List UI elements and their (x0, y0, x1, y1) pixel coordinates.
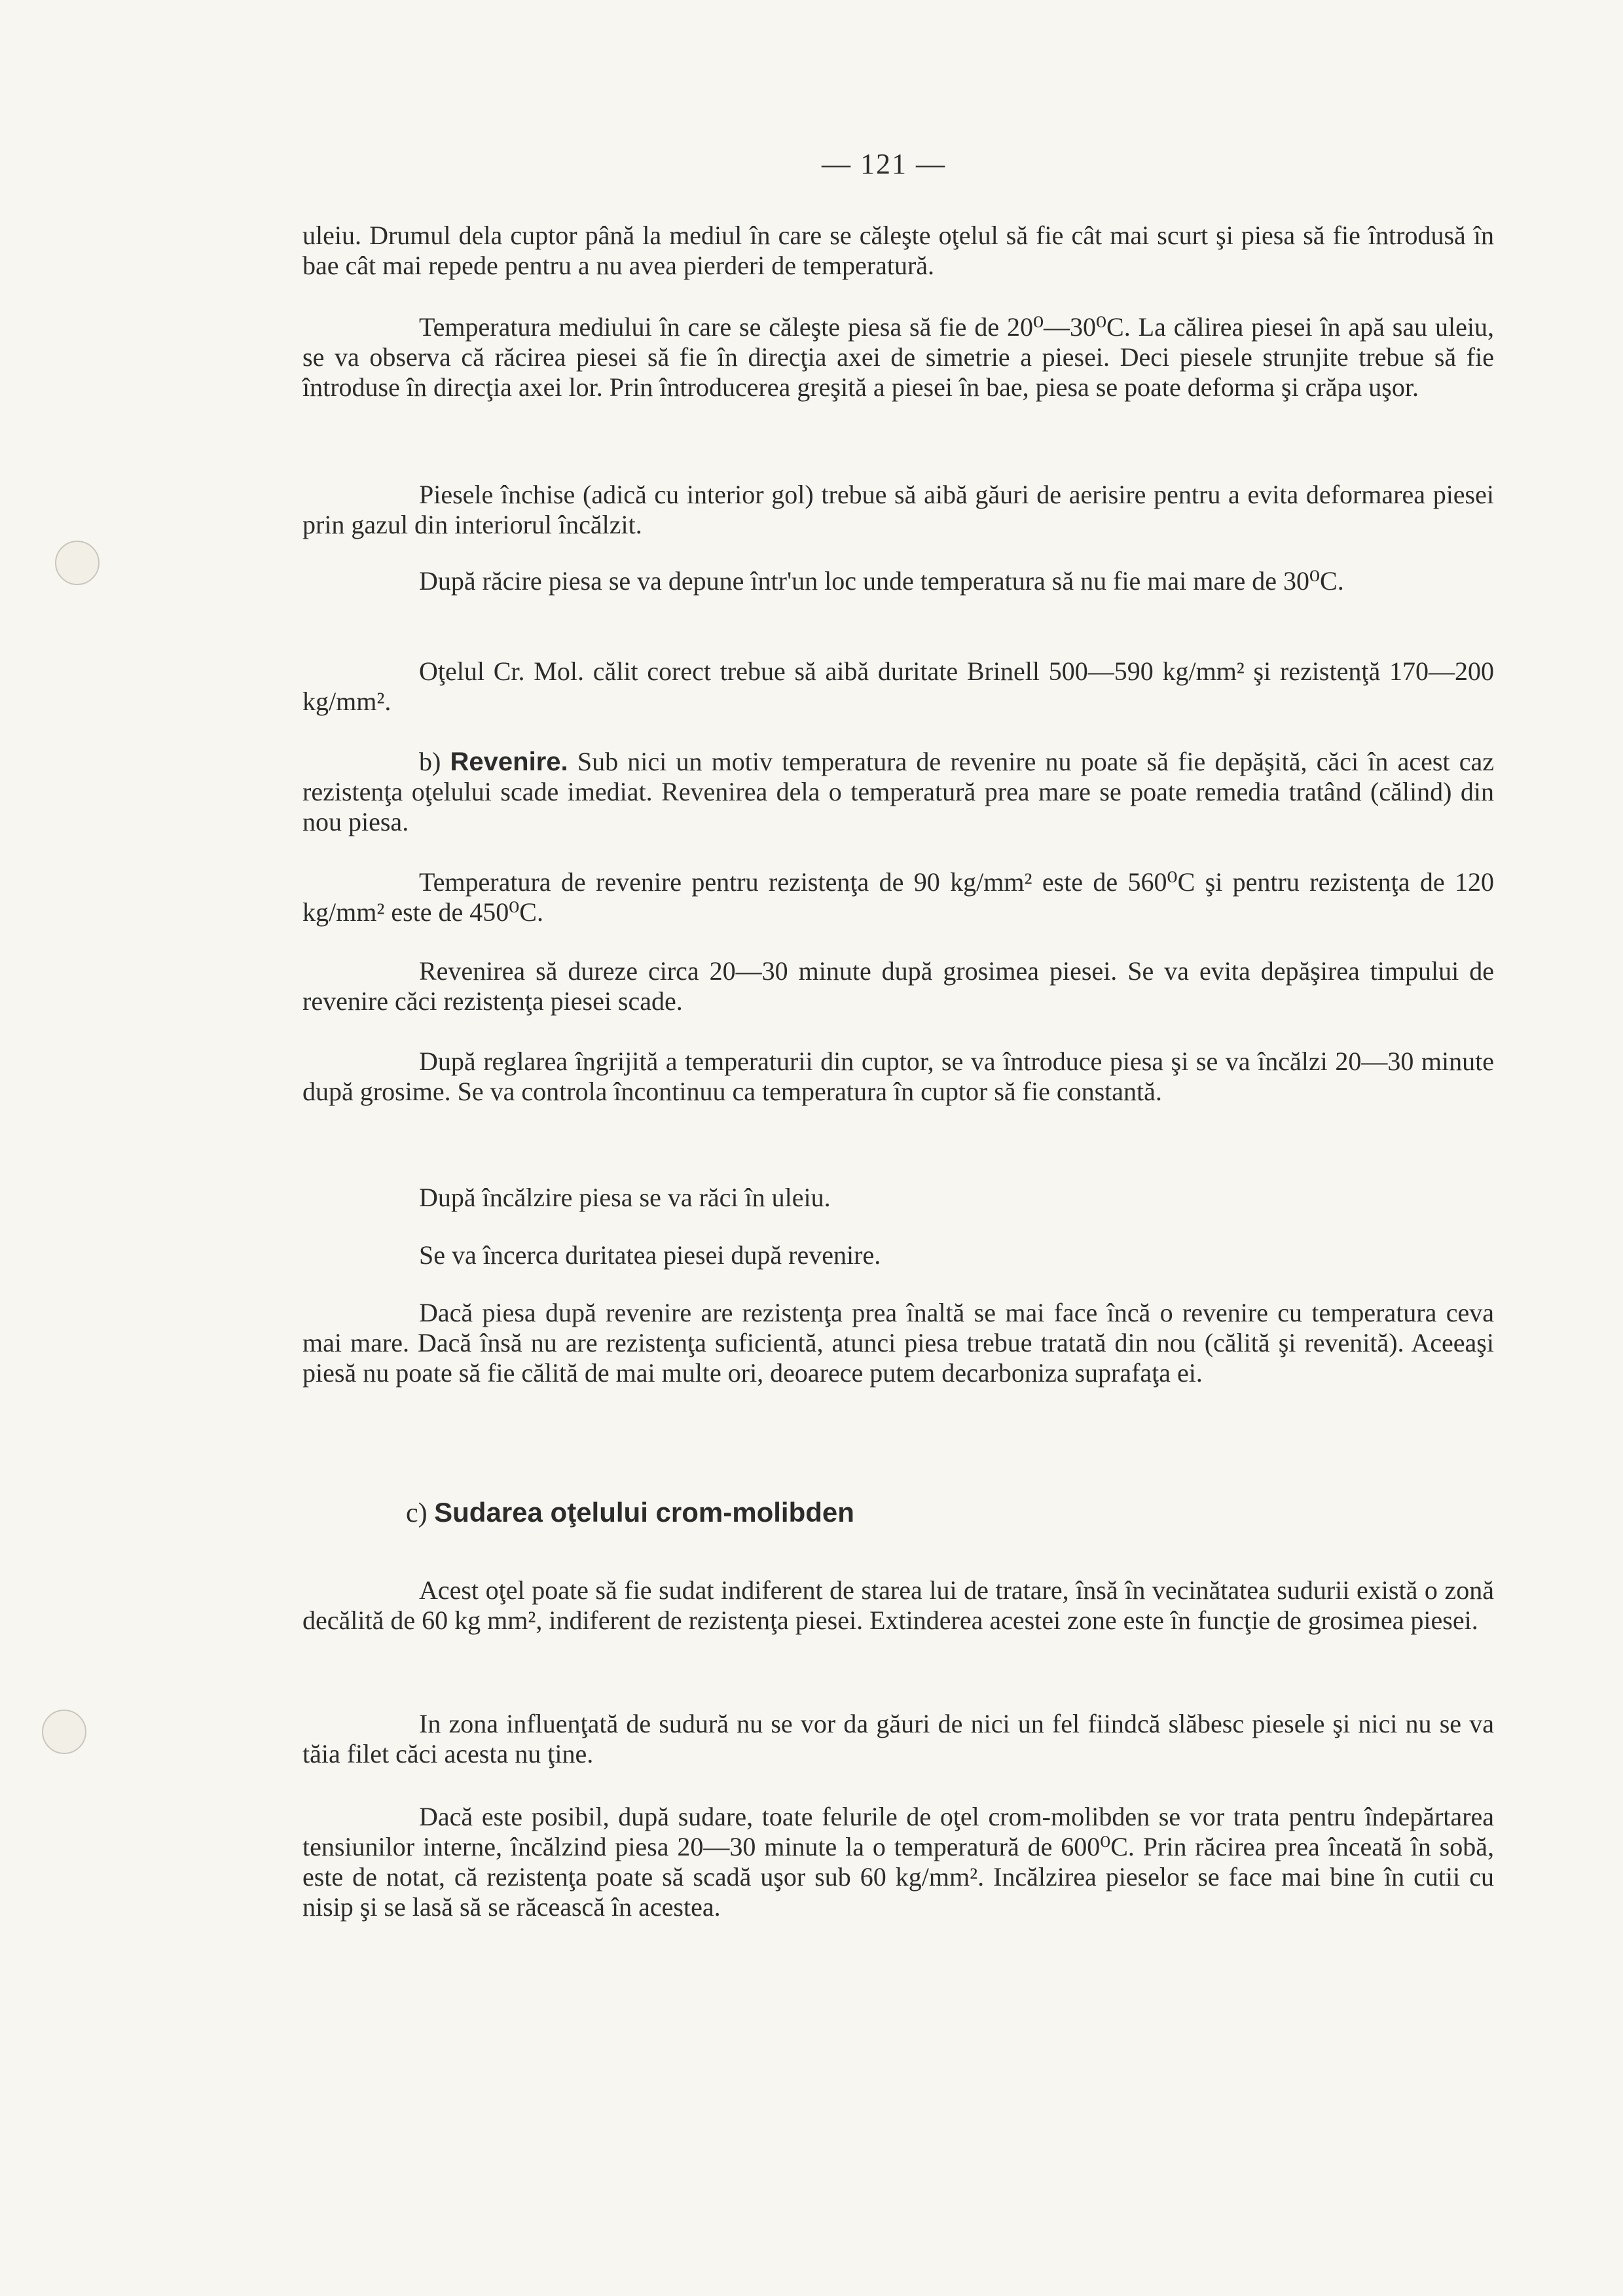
paragraph-revenire-text (302, 747, 1494, 837)
paragraph-9-text: După reglarea îngrijită a temperaturii din cuptor, se va întroduce piesa şi se va încălzi 20—30 minute după grosime. Se va controla încontinuu ca temperatura în cuptor să fie constantă. (302, 1047, 1494, 1106)
paragraph-1 (302, 221, 1494, 281)
paragraph-8 (302, 956, 1494, 1016)
paragraph-revenire (302, 747, 1494, 837)
paragraph-10 (302, 1183, 1494, 1213)
paragraph-11 (302, 1240, 1494, 1270)
paragraph-12-text: Dacă piesa după revenire are rezistenţa prea înaltă se mai face încă o revenire cu temperatura ceva mai mare. Dacă însă nu are rezistenţa suficientă, atunci piesa trebue tratată din nou (călită şi revenită). Aceeaşi piesă nu poate să fie călită de mai multe ori, deoarece putem decarboniza suprafaţa ei. (302, 1298, 1494, 1388)
paragraph-13-text: Acest oţel poate să fie sudat indiferent de starea lui de tratare, însă în vecinătatea sudurii există o zonă decălită de 60 kg mm², indiferent de rezistenţa piesei. Extinderea acestei zone este în funcţie de grosimea piesei. (302, 1575, 1494, 1635)
section-title-revenire: Revenire. (450, 747, 568, 776)
paragraph-4-text: După răcire piesa se va depune într'un loc unde temperatura să nu fie mai mare de 30⁰C. (419, 566, 1344, 596)
paragraph-revenire-body: Sub nici un motiv temperatura de revenire nu poate să fie depăşită, căci în acest caz rezistenţa oţelului scade imediat. Revenirea dela o temperatură prea mare se poate remedia tratând (călind) din nou piesa. (302, 747, 1495, 836)
paragraph-14-text: In zona influenţată de sudură nu se vor da găuri de nici un fel fiindcă slăbesc piesele şi nici nu se va tăia filet căci acesta nu ţine. (302, 1709, 1494, 1768)
paragraph-15-text: Dacă este posibil, după sudare, toate felurile de oţel crom-molibden se vor trata pentru îndepărtarea tensiunilor interne, încălzind piesa 20—30 minute la o temperatură de 600⁰C. Prin răcirea prea înceată în sobă, este de notat, că rezistenţa poate să scadă uşor sub 60 kg/mm². Incălzirea pieselor se face mai bine în cutii cu nisip şi se lasă să se răcească în acestea. (302, 1802, 1494, 1922)
paragraph-2-text: Temperatura mediului în care se căleşte piesa să fie de 20⁰—30⁰C. La călirea piesei în apă sau uleiu, se va observa că răcirea piesei să fie în direcţia axei de simetrie a piesei. Deci piesele strunjite trebue să fie întroduse în direcţia axei lor. Prin întroducerea greşită a piesei în bae, piesa se poate deforma şi crăpa uşor. (302, 312, 1494, 402)
paragraph-3-text: Piesele închise (adică cu interior gol) trebue să aibă găuri de aerisire pentru a evita deformarea piesei prin gazul din interiorul încălzit. (302, 480, 1494, 539)
paragraph-2 (302, 312, 1494, 403)
page-number: — 121 — (822, 148, 946, 180)
paragraph-10-text: După încălzire piesa se va răci în uleiu. (419, 1183, 831, 1212)
section-heading-c (406, 1497, 854, 1529)
paragraph-8-text: Revenirea să dureze circa 20—30 minute după grosimea piesei. Se va evita depăşirea timpului de revenire căci rezistenţa piesei scade. (302, 956, 1494, 1016)
paragraph-7 (302, 867, 1494, 927)
paragraph-3 (302, 480, 1494, 540)
punch-hole-bottom (42, 1710, 86, 1754)
paragraph-7-text: Temperatura de revenire pentru rezistenţa de 90 kg/mm² este de 560⁰C şi pentru rezistenţa de 120 kg/mm² este de 450⁰C. (302, 867, 1494, 927)
paragraph-14 (302, 1709, 1494, 1769)
paragraph-9 (302, 1047, 1494, 1107)
paragraph-11-text: Se va încerca duritatea piesei după revenire. (419, 1240, 881, 1270)
section-label-b: b) (419, 747, 441, 776)
section-title-sudarea: Sudarea oţelului crom-molibden (434, 1497, 854, 1528)
paragraph-4 (302, 566, 1494, 596)
paragraph-13 (302, 1575, 1494, 1636)
paragraph-12 (302, 1298, 1494, 1388)
paragraph-5 (302, 656, 1494, 717)
punch-hole-top (55, 541, 100, 585)
paragraph-15 (302, 1802, 1494, 1922)
paragraph-5-text: Oţelul Cr. Mol. călit corect trebue să aibă duritate Brinell 500—590 kg/mm² şi rezistenţă 170—200 kg/mm². (302, 656, 1494, 716)
paragraph-1-text: uleiu. Drumul dela cuptor până la mediul în care se căleşte oţelul să fie cât mai scurt şi piesa să fie întrodusă în bae cât mai repede pentru a nu avea pierderi de temperatură. (302, 221, 1494, 280)
section-label-c: c) (406, 1498, 428, 1528)
